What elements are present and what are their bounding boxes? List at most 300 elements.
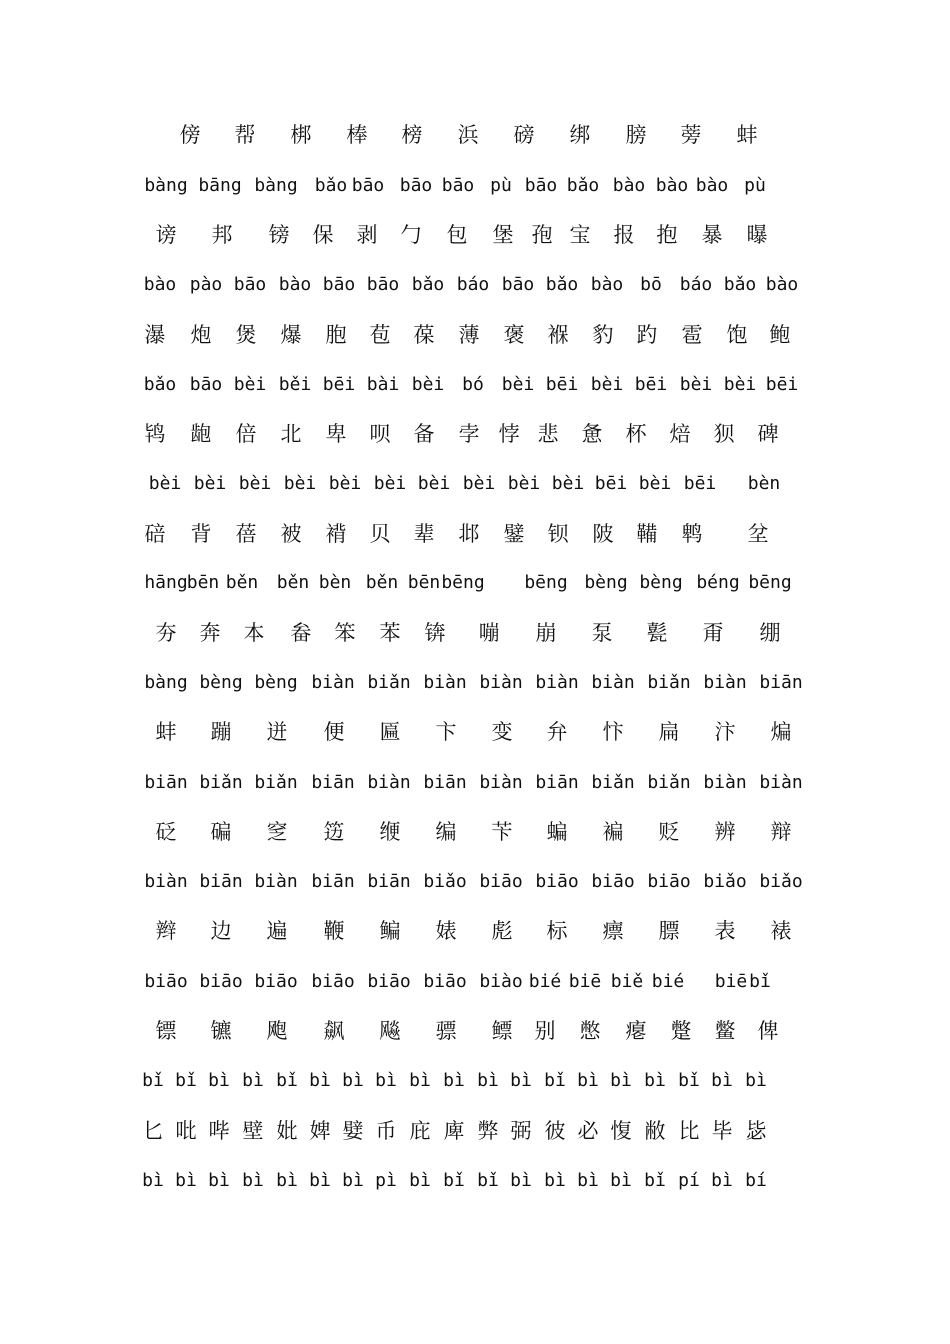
hanzi-char: 狈 — [713, 422, 735, 446]
pinyin-syllable: biāo — [254, 971, 298, 992]
character-row — [0, 315, 950, 355]
pinyin-syllable: bié — [651, 971, 685, 992]
hanzi-char: 嘣 — [478, 621, 500, 645]
pinyin-syllable: biǎn — [254, 772, 298, 793]
pinyin-syllable: biàn — [591, 672, 635, 693]
pinyin-syllable: bì — [544, 1170, 566, 1191]
character-row — [0, 1011, 950, 1051]
hanzi-char: 标 — [546, 919, 568, 943]
pinyin-syllable: bì — [342, 1170, 364, 1191]
pinyin-syllable: bì — [510, 1070, 532, 1091]
hanzi-char: 鳖 — [714, 1019, 736, 1043]
hanzi-char: 币 — [375, 1119, 397, 1143]
pinyin-syllable: běi — [278, 374, 312, 395]
hanzi-char: 崩 — [535, 621, 557, 645]
pinyin-syllable: bì — [142, 1170, 164, 1191]
hanzi-char: 蓓 — [235, 522, 257, 546]
pinyin-syllable: biàn — [254, 871, 298, 892]
pinyin-syllable: biàn — [703, 772, 747, 793]
pinyin-syllable: bì — [644, 1070, 666, 1091]
hanzi-char: 彪 — [491, 919, 513, 943]
pinyin-syllable: biān — [311, 772, 355, 793]
pinyin-syllable: bèn — [318, 572, 352, 593]
pinyin-syllable: biàn — [703, 672, 747, 693]
hanzi-char: 薄 — [458, 323, 480, 347]
pinyin-syllable: bèi — [501, 374, 535, 395]
pinyin-syllable: bǐ — [749, 971, 771, 992]
hanzi-char: 扁 — [658, 720, 680, 744]
pinyin-syllable: hāng — [144, 572, 188, 593]
hanzi-char: 胞 — [325, 323, 347, 347]
hanzi-char: 备 — [413, 422, 435, 446]
pinyin-syllable: bài — [366, 374, 400, 395]
pinyin-syllable: bāo — [501, 274, 535, 295]
pinyin-syllable: bèng — [584, 572, 628, 593]
pinyin-syllable: bì — [443, 1070, 465, 1091]
pinyin-syllable: bó — [462, 374, 484, 395]
pinyin-syllable: bào — [590, 274, 624, 295]
hanzi-char: 勹 — [400, 223, 422, 247]
hanzi-char: 本 — [243, 621, 265, 645]
pinyin-syllable: biān — [535, 772, 579, 793]
pinyin-syllable: bì — [242, 1170, 264, 1191]
pinyin-syllable: bào — [278, 274, 312, 295]
hanzi-char: 毖 — [745, 1119, 767, 1143]
pinyin-syllable: biàn — [144, 871, 188, 892]
hanzi-char: 傍 — [179, 123, 201, 147]
hanzi-char: 蹩 — [670, 1019, 692, 1043]
pinyin-syllable: bào — [765, 274, 799, 295]
pinyin-syllable: bèi — [148, 473, 182, 494]
hanzi-char: 贝 — [369, 522, 391, 546]
hanzi-char: 悲 — [537, 422, 559, 446]
hanzi-char: 鞴 — [636, 522, 658, 546]
hanzi-char: 惫 — [581, 422, 603, 446]
hanzi-char: 笨 — [334, 621, 356, 645]
pinyin-syllable: bèi — [238, 473, 272, 494]
pinyin-syllable: bèi — [233, 374, 267, 395]
hanzi-char: 鳊 — [379, 919, 401, 943]
pinyin-syllable: bèi — [723, 374, 757, 395]
pinyin-syllable: bì — [477, 1070, 499, 1091]
pinyin-syllable: bǐ — [175, 1070, 197, 1091]
pinyin-syllable: bǐ — [276, 1070, 298, 1091]
hanzi-char: 苯 — [379, 621, 401, 645]
hanzi-char: 磅 — [513, 123, 535, 147]
hanzi-char: 饱 — [726, 323, 748, 347]
pinyin-syllable: bāo — [524, 175, 558, 196]
pinyin-syllable: bào — [695, 175, 729, 196]
pinyin-syllable: bēn — [186, 572, 220, 593]
hanzi-char: 包 — [446, 223, 468, 247]
hanzi-char: 鸨 — [144, 422, 166, 446]
pinyin-syllable: bì — [242, 1070, 264, 1091]
pinyin-syllable: běn — [365, 572, 399, 593]
pinyin-syllable: pù — [744, 175, 766, 196]
hanzi-char: 匾 — [379, 720, 401, 744]
pinyin-syllable: bǐ — [443, 1170, 465, 1191]
hanzi-char: 飙 — [323, 1019, 345, 1043]
character-row — [0, 514, 950, 554]
character-row — [0, 613, 950, 653]
hanzi-char: 蚌 — [736, 123, 758, 147]
hanzi-char: 谤 — [155, 223, 177, 247]
pinyin-syllable: bì — [610, 1170, 632, 1191]
pinyin-syllable: bǐ — [644, 1170, 666, 1191]
pinyin-syllable: biān — [759, 672, 803, 693]
hanzi-char: 褊 — [602, 820, 624, 844]
pinyin-syllable: pù — [490, 175, 512, 196]
pinyin-syllable: biàn — [423, 672, 467, 693]
pinyin-syllable: bāo — [366, 274, 400, 295]
hanzi-char: 弊 — [477, 1119, 499, 1143]
hanzi-char: 嬖 — [342, 1119, 364, 1143]
hanzi-char: 宝 — [569, 223, 591, 247]
pinyin-syllable: bì — [208, 1070, 230, 1091]
pinyin-syllable: biàn — [759, 772, 803, 793]
pinyin-syllable: biān — [144, 772, 188, 793]
pinyin-syllable: biāo — [423, 971, 467, 992]
hanzi-char: 奔 — [199, 621, 221, 645]
hanzi-char: 剥 — [356, 223, 378, 247]
hanzi-char: 褙 — [325, 522, 347, 546]
pinyin-syllable: bāo — [351, 175, 385, 196]
pinyin-syllable: báo — [456, 274, 490, 295]
pinyin-syllable: bì — [375, 1070, 397, 1091]
pinyin-syllable: bì — [577, 1170, 599, 1191]
hanzi-char: 蚌 — [155, 720, 177, 744]
hanzi-char: 笾 — [323, 820, 345, 844]
pinyin-row — [0, 265, 950, 305]
pinyin-syllable: biǎn — [647, 672, 691, 693]
character-row — [0, 911, 950, 951]
pinyin-syllable: bāo — [322, 274, 356, 295]
hanzi-char: 卑 — [325, 422, 347, 446]
hanzi-char: 汴 — [714, 720, 736, 744]
pinyin-syllable: bí — [745, 1170, 767, 1191]
hanzi-char: 瘪 — [625, 1019, 647, 1043]
pinyin-syllable: biǎn — [199, 772, 243, 793]
pinyin-syllable: biàn — [367, 772, 411, 793]
pinyin-syllable: biǎo — [423, 871, 467, 892]
hanzi-char: 蒡 — [680, 123, 702, 147]
hanzi-char: 畚 — [290, 621, 312, 645]
hanzi-char: 浜 — [457, 123, 479, 147]
hanzi-char: 邶 — [458, 522, 480, 546]
hanzi-char: 绑 — [569, 123, 591, 147]
pinyin-syllable: biāo — [591, 871, 635, 892]
pinyin-syllable: bāo — [233, 274, 267, 295]
hanzi-char: 镑 — [268, 223, 290, 247]
pinyin-row — [0, 365, 950, 405]
pinyin-syllable: biāo — [479, 871, 523, 892]
hanzi-char: 背 — [190, 522, 212, 546]
pinyin-syllable: bēng — [441, 572, 485, 593]
character-row — [0, 812, 950, 852]
hanzi-char: 迸 — [266, 720, 288, 744]
pinyin-row — [0, 962, 950, 1002]
hanzi-char: 蹦 — [210, 720, 232, 744]
hanzi-char: 贬 — [658, 820, 680, 844]
hanzi-char: 梆 — [290, 123, 312, 147]
pinyin-syllable: bǐ — [142, 1070, 164, 1091]
hanzi-char: 榜 — [401, 123, 423, 147]
hanzi-char: 飑 — [266, 1019, 288, 1043]
pinyin-syllable: bì — [309, 1070, 331, 1091]
pinyin-syllable: bì — [711, 1070, 733, 1091]
hanzi-char: 夯 — [155, 621, 177, 645]
hanzi-char: 别 — [534, 1019, 556, 1043]
pinyin-row — [0, 1061, 950, 1101]
pinyin-syllable: bēi — [634, 374, 668, 395]
hanzi-char: 辈 — [413, 522, 435, 546]
hanzi-char: 膘 — [658, 919, 680, 943]
hanzi-char: 鐾 — [503, 522, 525, 546]
pinyin-syllable: biē — [714, 971, 748, 992]
hanzi-char: 庳 — [443, 1119, 465, 1143]
hanzi-char: 愎 — [610, 1119, 632, 1143]
hanzi-char: 蝙 — [546, 820, 568, 844]
hanzi-char: 变 — [491, 720, 513, 744]
pinyin-row — [0, 663, 950, 703]
hanzi-char: 俾 — [757, 1019, 779, 1043]
hanzi-char: 辩 — [770, 820, 792, 844]
hanzi-char: 弁 — [546, 720, 568, 744]
pinyin-syllable: bèi — [193, 473, 227, 494]
pinyin-syllable: bì — [276, 1170, 298, 1191]
hanzi-char: 瀑 — [144, 323, 166, 347]
pinyin-syllable: běn — [225, 572, 259, 593]
pinyin-syllable: biāo — [367, 971, 411, 992]
hanzi-char: 甭 — [702, 621, 724, 645]
pinyin-syllable: biāo — [144, 971, 188, 992]
hanzi-char: 婢 — [309, 1119, 331, 1143]
hanzi-char: 锛 — [424, 621, 446, 645]
hanzi-char: 雹 — [681, 323, 703, 347]
pinyin-syllable: bǎo — [545, 274, 579, 295]
hanzi-char: 保 — [312, 223, 334, 247]
hanzi-char: 镖 — [155, 1019, 177, 1043]
pinyin-syllable: bǐ — [678, 1070, 700, 1091]
pinyin-syllable: bèng — [254, 672, 298, 693]
pinyin-syllable: bì — [342, 1070, 364, 1091]
pinyin-syllable: bèi — [679, 374, 713, 395]
hanzi-char: 报 — [613, 223, 635, 247]
pinyin-syllable: bì — [577, 1070, 599, 1091]
pinyin-syllable: bèi — [638, 473, 672, 494]
hanzi-char: 庇 — [409, 1119, 431, 1143]
hanzi-char: 表 — [714, 919, 736, 943]
pinyin-row — [0, 763, 950, 803]
pinyin-syllable: bèi — [283, 473, 317, 494]
hanzi-char: 棒 — [346, 123, 368, 147]
hanzi-char: 彼 — [544, 1119, 566, 1143]
pinyin-syllable: biāo — [199, 971, 243, 992]
pinyin-syllable: bì — [208, 1170, 230, 1191]
hanzi-char: 泵 — [591, 621, 613, 645]
hanzi-char: 杯 — [625, 422, 647, 446]
character-row — [0, 115, 950, 155]
pinyin-syllable: bēng — [748, 572, 792, 593]
hanzi-char: 被 — [280, 522, 302, 546]
pinyin-syllable: bèng — [639, 572, 683, 593]
hanzi-char: 煲 — [235, 323, 257, 347]
hanzi-char: 帮 — [234, 123, 256, 147]
hanzi-char: 邦 — [211, 223, 233, 247]
pinyin-syllable: bàng — [144, 175, 188, 196]
hanzi-char: 抱 — [656, 223, 678, 247]
pinyin-syllable: biān — [199, 871, 243, 892]
pinyin-syllable: bào — [143, 274, 177, 295]
hanzi-char: 呗 — [369, 422, 391, 446]
pinyin-syllable: bǎo — [411, 274, 445, 295]
hanzi-char: 膀 — [625, 123, 647, 147]
hanzi-char: 缏 — [379, 820, 401, 844]
pinyin-syllable: bèi — [462, 473, 496, 494]
pinyin-syllable: bào — [612, 175, 646, 196]
hanzi-char: 卞 — [435, 720, 457, 744]
pinyin-syllable: biàn — [311, 672, 355, 693]
pinyin-syllable: bì — [745, 1070, 767, 1091]
hanzi-char: 匕 — [142, 1119, 164, 1143]
pinyin-syllable: bèn — [747, 473, 781, 494]
pinyin-syllable: bēn — [407, 572, 441, 593]
hanzi-char: 鳔 — [491, 1019, 513, 1043]
pinyin-syllable: bēi — [594, 473, 628, 494]
hanzi-char: 骠 — [435, 1019, 457, 1043]
pinyin-syllable: bǎo — [143, 374, 177, 395]
pinyin-syllable: pì — [375, 1170, 397, 1191]
pinyin-syllable: bāo — [189, 374, 223, 395]
pinyin-syllable: bì — [175, 1170, 197, 1191]
hanzi-char: 憋 — [579, 1019, 601, 1043]
pinyin-syllable: bǎo — [723, 274, 757, 295]
pinyin-syllable: bèi — [507, 473, 541, 494]
pinyin-syllable: pào — [189, 274, 223, 295]
pinyin-syllable: bǎo — [314, 175, 348, 196]
pinyin-syllable: bì — [510, 1170, 532, 1191]
hanzi-char: 趵 — [636, 323, 658, 347]
pinyin-syllable: bēi — [683, 473, 717, 494]
hanzi-char: 哔 — [208, 1119, 230, 1143]
hanzi-char: 孢 — [531, 223, 553, 247]
pinyin-syllable: biǎn — [591, 772, 635, 793]
hanzi-char: 坌 — [747, 522, 769, 546]
pinyin-syllable: biǎo — [703, 871, 747, 892]
hanzi-char: 鹎 — [681, 522, 703, 546]
pinyin-syllable: biě — [610, 971, 644, 992]
hanzi-char: 倍 — [235, 422, 257, 446]
pinyin-syllable: bì — [409, 1070, 431, 1091]
pinyin-syllable: bèi — [590, 374, 624, 395]
pinyin-row — [0, 563, 950, 603]
pinyin-syllable: biàn — [535, 672, 579, 693]
hanzi-char: 甏 — [646, 621, 668, 645]
pinyin-syllable: bāo — [399, 175, 433, 196]
hanzi-char: 辨 — [714, 820, 736, 844]
pinyin-syllable: biān — [311, 871, 355, 892]
pinyin-syllable: biān — [423, 772, 467, 793]
pinyin-syllable: bì — [409, 1170, 431, 1191]
pinyin-syllable: bì — [711, 1170, 733, 1191]
hanzi-char: 煸 — [770, 720, 792, 744]
hanzi-char: 爆 — [280, 323, 302, 347]
hanzi-char: 曝 — [746, 223, 768, 247]
hanzi-char: 镳 — [210, 1019, 232, 1043]
hanzi-char: 炮 — [190, 323, 212, 347]
hanzi-char: 婊 — [435, 919, 457, 943]
pinyin-row — [0, 862, 950, 902]
pinyin-syllable: biān — [367, 871, 411, 892]
pinyin-syllable: bèng — [199, 672, 243, 693]
hanzi-char: 弼 — [510, 1119, 532, 1143]
hanzi-char: 苞 — [369, 323, 391, 347]
pinyin-syllable: bèi — [328, 473, 362, 494]
pinyin-syllable: biàn — [479, 672, 523, 693]
pinyin-syllable: bō — [640, 274, 662, 295]
hanzi-char: 堡 — [492, 223, 514, 247]
hanzi-char: 豹 — [592, 323, 614, 347]
hanzi-char: 苄 — [491, 820, 513, 844]
hanzi-char: 北 — [280, 422, 302, 446]
hanzi-char: 遍 — [266, 919, 288, 943]
character-row — [0, 414, 950, 454]
pinyin-syllable: bǎo — [566, 175, 600, 196]
hanzi-char: 裱 — [770, 919, 792, 943]
character-row — [0, 215, 950, 255]
hanzi-char: 窆 — [266, 820, 288, 844]
hanzi-char: 绷 — [759, 621, 781, 645]
hanzi-char: 碥 — [210, 820, 232, 844]
hanzi-char: 暴 — [701, 223, 723, 247]
hanzi-char: 鲍 — [769, 323, 791, 347]
hanzi-char: 碚 — [144, 522, 166, 546]
pinyin-syllable: biāo — [311, 971, 355, 992]
hanzi-char: 龅 — [190, 422, 212, 446]
hanzi-char: 吡 — [175, 1119, 197, 1143]
pinyin-syllable: běn — [276, 572, 310, 593]
pinyin-syllable: bào — [655, 175, 689, 196]
pinyin-syllable: bèi — [551, 473, 585, 494]
hanzi-char: 壁 — [242, 1119, 264, 1143]
pinyin-syllable: biāo — [647, 871, 691, 892]
pinyin-row — [0, 166, 950, 206]
hanzi-char: 鞭 — [323, 919, 345, 943]
hanzi-char: 飚 — [379, 1019, 401, 1043]
pinyin-syllable: bèi — [373, 473, 407, 494]
pinyin-syllable: bié — [528, 971, 562, 992]
pinyin-syllable: bǐ — [477, 1170, 499, 1191]
hanzi-char: 悖 — [498, 422, 520, 446]
pinyin-syllable: biǎn — [367, 672, 411, 693]
pinyin-row — [0, 464, 950, 504]
hanzi-char: 便 — [323, 720, 345, 744]
pinyin-syllable: biāo — [535, 871, 579, 892]
pinyin-syllable: bāng — [198, 175, 242, 196]
pinyin-syllable: bèi — [417, 473, 451, 494]
pinyin-syllable: béng — [696, 572, 740, 593]
hanzi-char: 辫 — [155, 919, 177, 943]
pinyin-syllable: bǐ — [544, 1070, 566, 1091]
hanzi-char: 毕 — [711, 1119, 733, 1143]
pinyin-syllable: bēi — [545, 374, 579, 395]
pinyin-syllable: bàng — [254, 175, 298, 196]
hanzi-char: 忭 — [602, 720, 624, 744]
hanzi-char: 边 — [210, 919, 232, 943]
hanzi-char: 孛 — [458, 422, 480, 446]
pinyin-syllable: biǎo — [759, 871, 803, 892]
pinyin-syllable: bēi — [322, 374, 356, 395]
